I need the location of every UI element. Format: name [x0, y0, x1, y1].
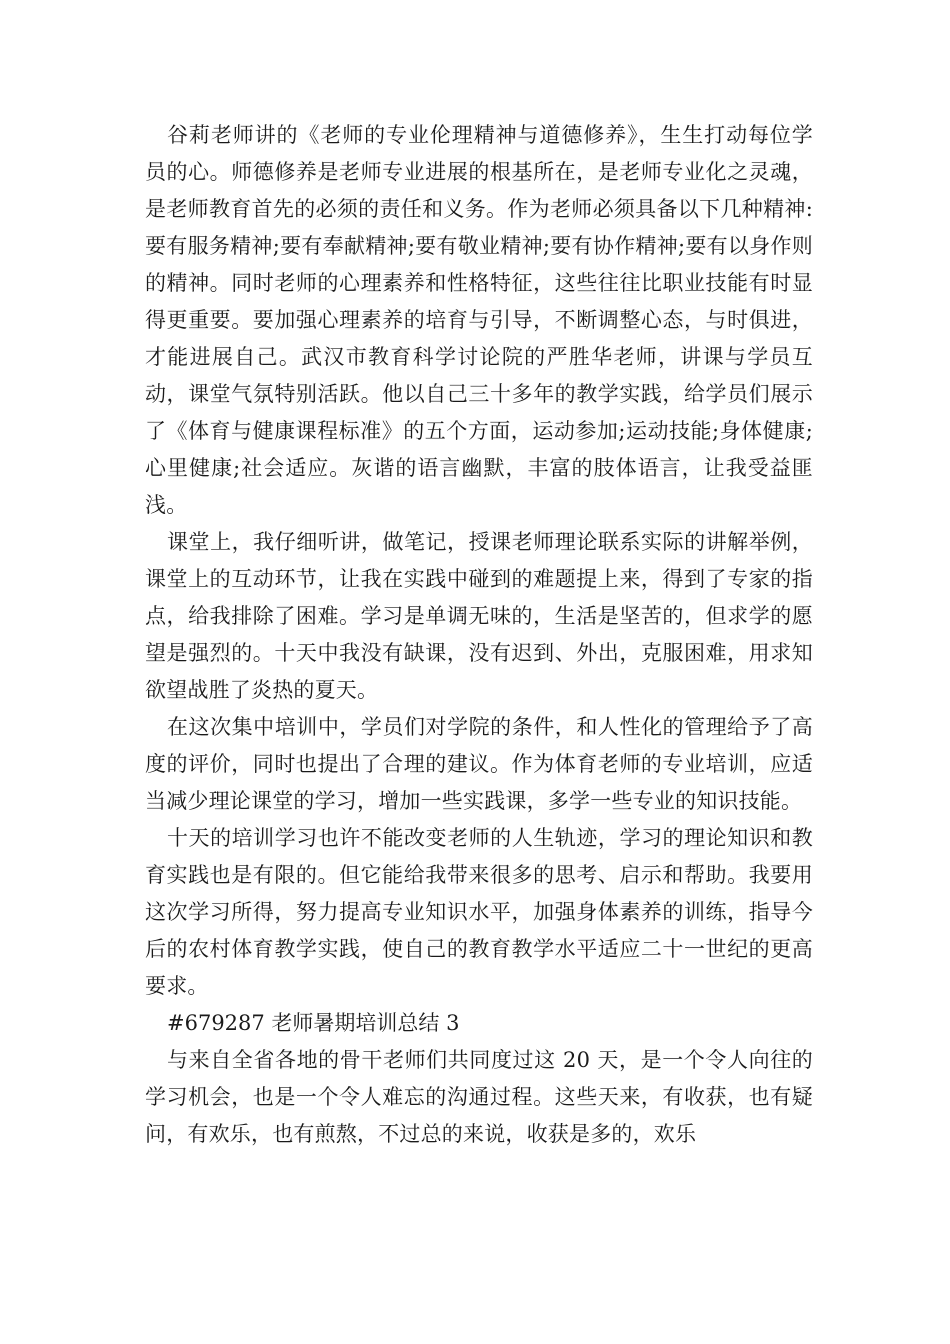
paragraph-ethics-lecture: 谷莉老师讲的《老师的专业伦理精神与道德修养》，生生打动每位学员的心。师德修养是老师专业进展的根基所在，是老师专业化之灵魂，是老师教育首先的必须的责任和义务。作为老师必须具备以下几种精神:要有服务精神;要有奉献精神;要有敬业精神;要有协作精神;要有以身作则的精神。同时老师的心理素养和性格特征，这些往往比职业技能有时显得更重要。要加强心理素养的培育与引导，不断调整心态，与时俱进，才能进展自己。武汉市教育科学讨论院的严胜华老师，讲课与学员互动，课堂气氛特别活跃。他以自己三十多年的教学实践，给学员们展示了《体育与健康课程标准》的五个方面，运动参加;运动技能;身体健康;心里健康;社会适应。灰谐的语言幽默，丰富的肢体语言，让我受益匪浅。	[145, 123, 813, 517]
paragraph-reflection: 十天的培训学习也许不能改变老师的人生轨迹，学习的理论知识和教育实践也是有限的。但它能给我带来很多的思考、启示和帮助。我要用这次学习所得，努力提高专业知识水平，加强身体素养的训练，指导今后的农村体育教学实践，使自己的教育教学水平适应二十一世纪的更高要求。	[145, 826, 813, 998]
document-body	[145, 117, 813, 1153]
paragraph-feedback: 在这次集中培训中，学员们对学院的条件，和人性化的管理给予了高度的评价，同时也提出了合理的建议。作为体育老师的专业培训，应适当减少理论课堂的学习，增加一些实践课，多学一些专业的知识技能。	[145, 715, 813, 813]
paragraph-classroom: 课堂上，我仔细听讲，做笔记，授课老师理论联系实际的讲解举例，课堂上的互动环节，让我在实践中碰到的难题提上来，得到了专家的指点，给我排除了困难。学习是单调无味的，生活是坚苦的，但求学的愿望是强烈的。十天中我没有缺课，没有迟到、外出，克服困难，用求知欲望战胜了炎热的夏天。	[145, 530, 813, 702]
paragraph-summary-intro: 与来自全省各地的骨干老师们共同度过这 20 天，是一个令人向往的学习机会，也是一个令人难忘的沟通过程。这些天来，有收获，也有疑问，有欢乐，也有煎熬，不过总的来说，收获是多的，欢乐	[145, 1048, 813, 1146]
section-heading: #679287 老师暑期培训总结 3	[167, 1011, 460, 1035]
